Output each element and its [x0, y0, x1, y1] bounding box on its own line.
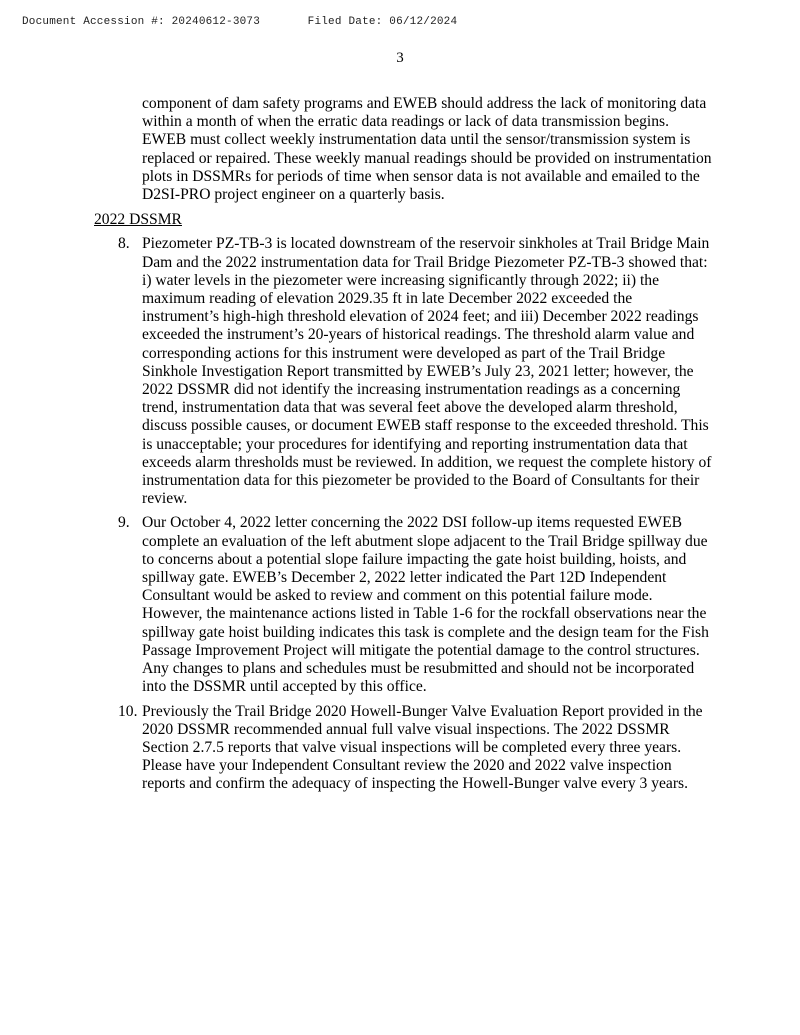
- list-item-number: 8.: [118, 235, 130, 253]
- page-number: 3: [396, 50, 404, 66]
- list-item-text: Previously the Trail Bridge 2020 Howell-Bunger Valve Evaluation Report provided in the 2020 DSSMR recommended annual full valve visual inspections. The 2022 DSSMR Section 2.7.5 reports that valve visual inspections will be completed every three years. Please have your Independent Consultant review the 2020 and 2022 valve inspection reports and confirm the adequacy of inspecting the Howell-Bunger valve every 3 years.: [142, 702, 703, 793]
- list-item-number: 10.: [118, 702, 138, 720]
- accession-number: Document Accession #: 20240612-3073: [22, 16, 261, 28]
- list-item: [0, 235, 800, 508]
- list-item-text: Piezometer PZ-TB-3 is located downstream of the reservoir sinkholes at Trail Bridge Main Dam and the 2022 instrumentation data for Trail Bridge Piezometer PZ-TB-3 showed that: i) water levels in the piezometer were increasing significantly through 2022; ii) the maximum reading of elevation 2029.35 ft in late December 2022 exceeded the instrument’s high-high threshold elevation of 2024 feet; and iii) December 2022 readings exceeded the instrument’s 20-years of historical readings. The threshold alarm value and corresponding actions for this instrument were developed as part of the Trail Bridge Sinkhole Investigation Report transmitted by EWEB’s July 23, 2021 letter; however, the 2022 DSSMR did not identify the increasing instrumentation readings as a concerning trend, instrumentation data that was several feet above the developed alarm threshold, discuss possible causes, or document EWEB staff response to the exceeded threshold. This is unacceptable; your procedures for identifying and reporting instrumentation data that exceeds alarm thresholds must be reviewed. In addition, we request the complete history of instrumentation data for this piezometer be provided to the Board of Consultants for their review.: [142, 235, 712, 508]
- list-item-text: Our October 4, 2022 letter concerning the 2022 DSI follow-up items requested EWEB complete an evaluation of the left abutment slope adjacent to the Trail Bridge spillway due to concerns about a potential slope failure impacting the gate hoist building, hoists, and spillway gate. EWEB’s December 2, 2022 letter indicated the Part 12D Independent Consultant would be asked to review and comment on this potential failure mode. However, the maintenance actions listed in Table 1-6 for the rockfall observations near the spillway gate hoist building indicates this task is complete and the design team for the Fish Passage Improvement Project will mitigate the potential damage to the control structures. Any changes to plans and schedules must be resubmitted and should not be incorporated into the DSSMR until accepted by this office.: [142, 514, 709, 696]
- list-item-number: 9.: [118, 514, 130, 532]
- list-item: [0, 703, 800, 794]
- document-body: [0, 95, 800, 794]
- filed-date: Filed Date: 06/12/2024: [307, 16, 458, 28]
- document-header: [22, 16, 457, 28]
- continuation-paragraph: component of dam safety programs and EWEB should address the lack of monitoring data within a month of when the erratic data readings or lack of data transmission begins. EWEB must collect weekly instrumentation data until the sensor/transmission system is replaced or repaired. These weekly manual readings should be provided on instrumentation plots in DSSMRs for periods of time when sensor data is not available and emailed to the D2SI-PRO project engineer on a quarterly basis.: [142, 95, 712, 204]
- section-heading: 2022 DSSMR: [94, 211, 182, 229]
- list-item: [0, 514, 800, 696]
